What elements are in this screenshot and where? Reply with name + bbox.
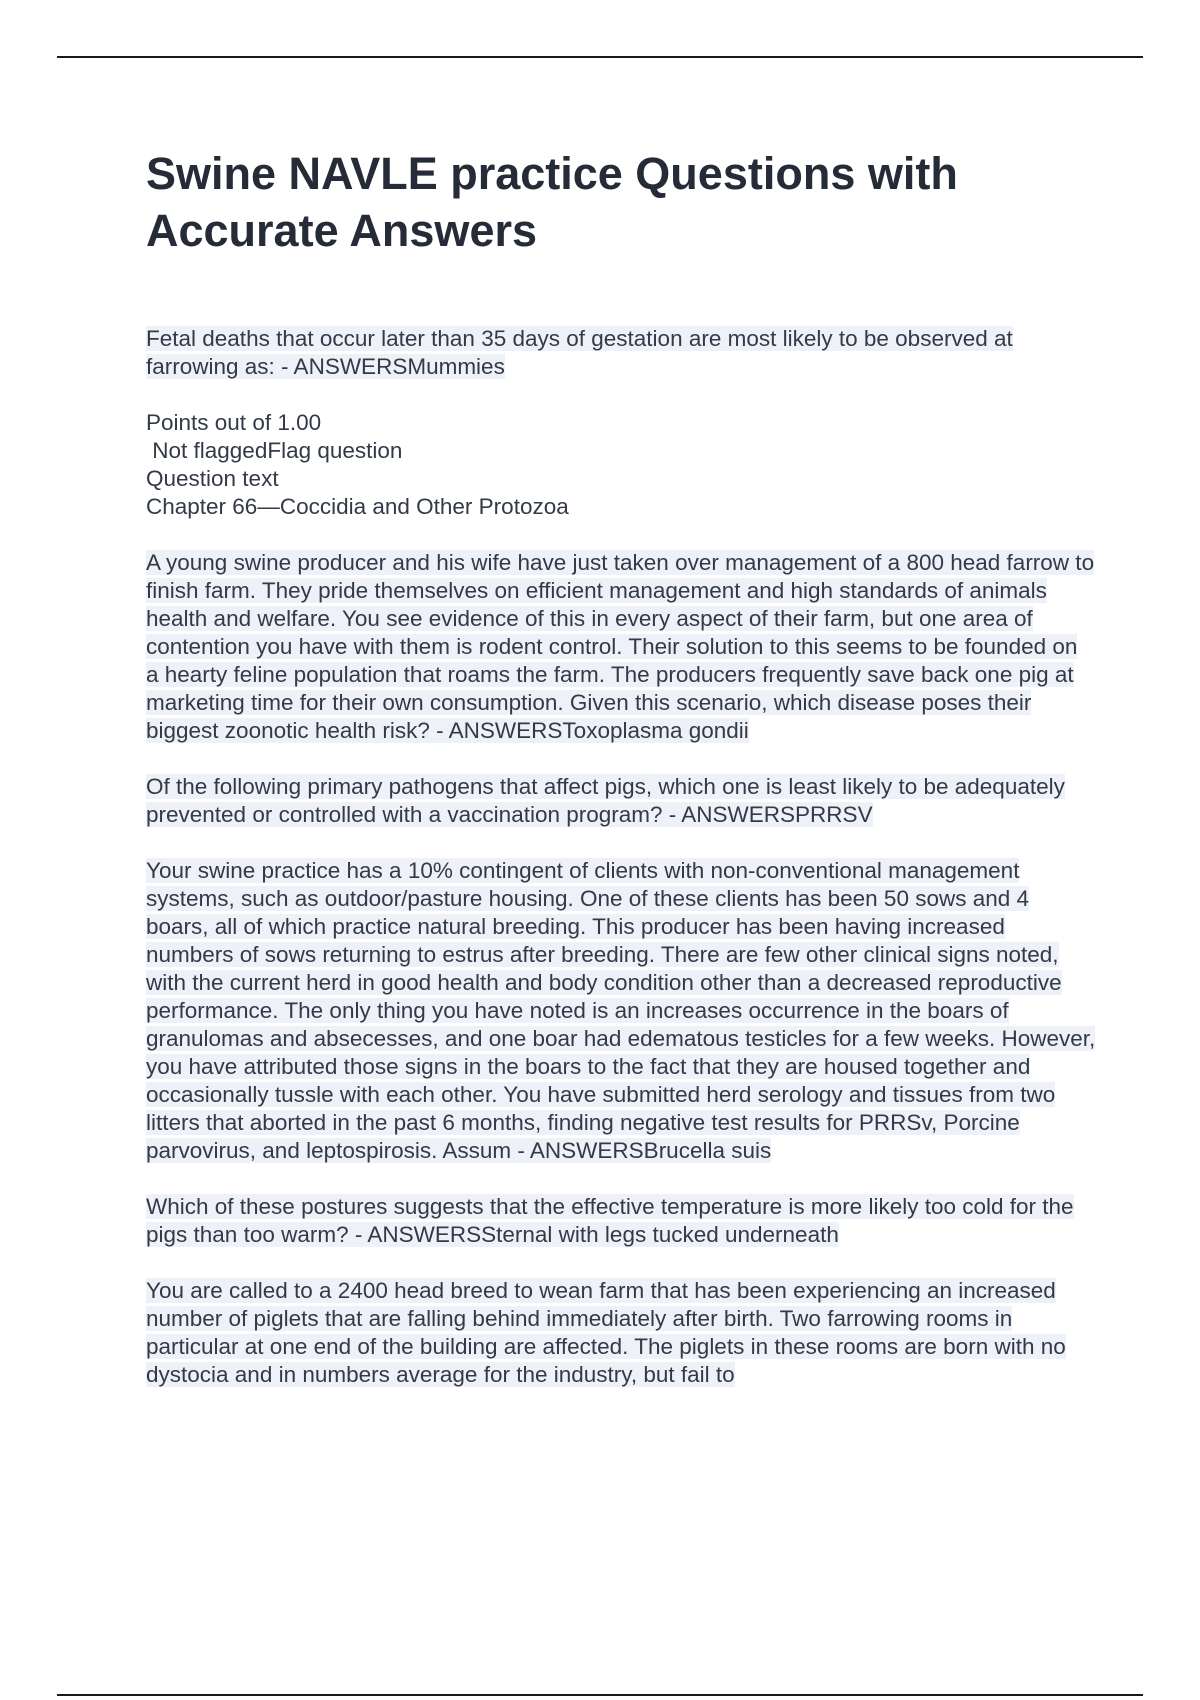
top-rule xyxy=(57,56,1143,58)
question-text: A young swine producer and his wife have just taken over management of a 800 head farrow to finish farm. They pride themselves on efficient management and high standards of animals health and welfare. You see evidence of this in every aspect of their farm, but one area of contention you have with them is rodent control. Their solution to this seems to be founded on a hearty feline population that roams the farm. The producers frequently save back one pig at marketing time for their own consumption. Given this scenario, which disease poses their biggest zoonotic health risk? - ANSWERSToxoplasma gondii xyxy=(146,550,1095,743)
question-text: Which of these postures suggests that the effective temperature is more likely too cold for the pigs than too warm? - ANSWERSSternal with legs tucked underneath xyxy=(146,1194,1074,1247)
flag-question-link[interactable]: Not flaggedFlag question xyxy=(146,438,403,463)
question-text-label: Question text xyxy=(146,466,279,491)
question-text: Fetal deaths that occur later than 35 days of gestation are most likely to be observed at farrowing as: - ANSWERSMummies xyxy=(146,326,1013,379)
question-text: Of the following primary pathogens that affect pigs, which one is least likely to be adequately prevented or controlled with a vaccination program? - ANSWERSPRRSV xyxy=(146,774,1065,827)
question-prrsv xyxy=(146,773,1096,829)
bottom-rule xyxy=(57,1694,1143,1696)
question-toxoplasma xyxy=(146,549,1096,745)
question-posture xyxy=(146,1193,1096,1249)
chapter-label: Chapter 66—Coccidia and Other Protozoa xyxy=(146,494,569,519)
question-text: You are called to a 2400 head breed to wean farm that has been experiencing an increased number of piglets that are falling behind immediately after birth. Two farrowing rooms in particular at one end of the building are affected. The piglets in these rooms are born with no dystocia and in numbers average for the industry, but fail to xyxy=(146,1278,1066,1387)
question-piglets xyxy=(146,1277,1096,1389)
points-label: Points out of 1.00 xyxy=(146,410,322,435)
document-title: Swine NAVLE practice Questions with Accurate Answers xyxy=(146,148,958,256)
question-brucella xyxy=(146,857,1096,1165)
document-body xyxy=(146,145,1096,1389)
question-text: Your swine practice has a 10% contingent of clients with non-conventional management systems, such as outdoor/pasture housing. One of these clients has been 50 sows and 4 boars, all of which practice natural breeding. This producer has been having increased numbers of sows returning to estrus after breeding. There are few other clinical signs noted, with the current herd in good health and body condition other than a decreased reproductive performance. The only thing you have noted is an increases occurrence in the boars of granulomas and absecesses, and one boar had edematous testicles for a few weeks. However, you have attributed those signs in the boars to the fact that they are housed together and occasionally tussle with each other. You have submitted herd serology and tissues from two litters that aborted in the past 6 months, finding negative test results for PRRSv, Porcine parvovirus, and leptospirosis. Assum - ANSWERSBrucella suis xyxy=(146,858,1096,1163)
question-fetal-deaths xyxy=(146,325,1096,381)
question-meta xyxy=(146,409,1096,521)
